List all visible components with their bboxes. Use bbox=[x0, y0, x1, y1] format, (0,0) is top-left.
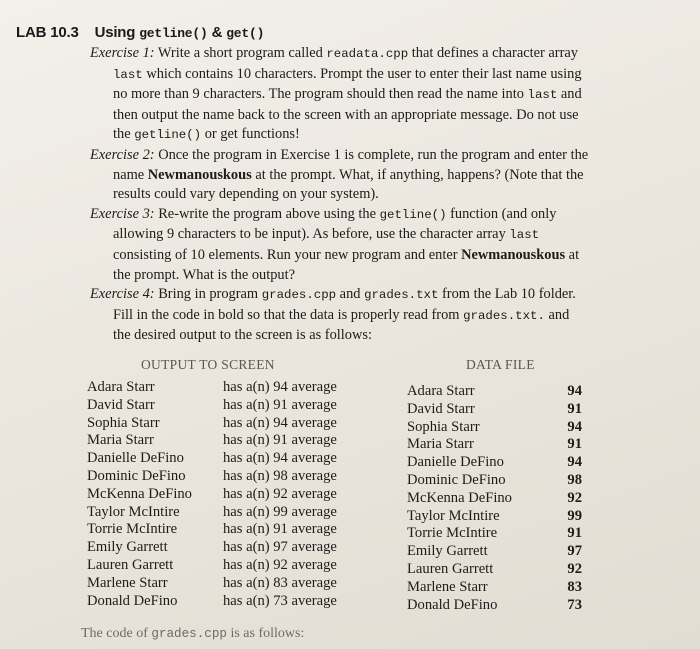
data-file-name-column bbox=[407, 383, 512, 614]
exercise-text: Bring in program bbox=[154, 286, 262, 303]
heading-get: get() bbox=[226, 26, 265, 41]
data-student-score: 99 bbox=[567, 507, 582, 524]
data-student-name: Taylor McIntire bbox=[407, 507, 500, 524]
output-average-text: has a(n) 92 average bbox=[223, 556, 337, 573]
exercise-list bbox=[90, 44, 590, 346]
exercise-text: consisting of 10 elements. Run your new program and enter bbox=[113, 246, 462, 263]
exercise-text: and the desired output to the screen is as follows: bbox=[113, 306, 570, 344]
output-student-name: Adara Starr bbox=[87, 379, 155, 395]
data-student-name: McKenna DeFino bbox=[407, 489, 512, 506]
data-student-name: Sophia Starr bbox=[407, 418, 480, 435]
code-term: grades.cpp bbox=[261, 288, 337, 303]
output-average-text: has a(n) 98 average bbox=[223, 467, 337, 484]
data-student-name: David Starr bbox=[407, 400, 475, 417]
data-student-score: 94 bbox=[567, 418, 582, 435]
output-average-text: has a(n) 91 average bbox=[223, 396, 337, 413]
code-term: grades.txt. bbox=[463, 308, 545, 323]
output-student-name: Torrie McIntire bbox=[87, 521, 178, 538]
data-student-name: Lauren Garrett bbox=[407, 560, 494, 577]
exercise-text: Once the program in Exercise 1 is complete, run the program and enter the name bbox=[113, 146, 589, 183]
code-term: last bbox=[527, 88, 558, 103]
output-average-text: has a(n) 97 average bbox=[223, 539, 337, 556]
exercise-text: or get functions! bbox=[201, 126, 300, 143]
exercise-text: Write a short program called bbox=[154, 45, 327, 61]
heading-ampersand: & bbox=[211, 24, 223, 41]
output-average-text: has a(n) 73 average bbox=[223, 592, 337, 609]
exercise-text: at the prompt. What is the output? bbox=[113, 246, 580, 283]
output-student-name: Maria Starr bbox=[87, 432, 154, 449]
exercise-text: which contains 10 characters. Prompt the user to enter their last name using no more than 9 characters. The program should then read the name into bbox=[113, 65, 582, 103]
data-student-score: 97 bbox=[567, 543, 582, 560]
code-term: grades.txt bbox=[364, 288, 439, 303]
bold-term: Newmanouskous bbox=[147, 166, 252, 183]
output-student-name: David Starr bbox=[87, 396, 155, 413]
data-student-name: Dominic DeFino bbox=[407, 471, 506, 488]
data-student-name: Emily Garrett bbox=[407, 543, 488, 560]
output-student-name: Sophia Starr bbox=[87, 414, 160, 431]
data-file-header: DATA FILE bbox=[466, 357, 535, 372]
data-student-score: 98 bbox=[567, 471, 582, 488]
data-student-score: 91 bbox=[567, 436, 582, 453]
exercise-text: that defines a character array bbox=[408, 45, 578, 61]
data-file-score-column bbox=[558, 383, 582, 614]
exercise-text: from the Lab 10 folder. Fill in the code in bold so that the data is properly read from bbox=[113, 286, 576, 323]
exercise-text: function (and only allowing 9 characters to be input). As before, use the character array bbox=[113, 205, 557, 243]
data-student-score: 83 bbox=[567, 578, 582, 595]
footer-text-before: The code of bbox=[81, 626, 152, 641]
code-term: last bbox=[113, 67, 143, 82]
data-student-name: Maria Starr bbox=[407, 436, 474, 453]
output-average-text: has a(n) 92 average bbox=[223, 485, 337, 502]
exercise-label: Exercise 1: bbox=[90, 45, 155, 61]
exercise-label: Exercise 3: bbox=[90, 205, 155, 222]
output-average-text: has a(n) 94 average bbox=[223, 414, 337, 431]
output-student-name: Dominic DeFino bbox=[87, 467, 186, 484]
output-average-text: has a(n) 91 average bbox=[223, 521, 337, 538]
data-student-name: Adara Starr bbox=[407, 383, 475, 399]
section-heading bbox=[16, 24, 264, 41]
output-average-text: has a(n) 83 average bbox=[223, 574, 337, 591]
data-student-name: Donald DeFino bbox=[407, 596, 498, 613]
exercise-3 bbox=[90, 205, 590, 285]
heading-getline: getline() bbox=[139, 26, 208, 41]
exercise-text: and then output the name back to the screen with an appropriate message. Do not use the bbox=[113, 86, 582, 143]
exercise-text: and bbox=[336, 286, 365, 303]
code-term: getline() bbox=[379, 207, 447, 222]
exercise-text: at the prompt. What, if anything, happens? (Note that the results could vary depending on your system). bbox=[113, 166, 584, 203]
heading-prefix: Using bbox=[94, 24, 136, 41]
data-student-score: 91 bbox=[567, 400, 582, 417]
exercise-4 bbox=[90, 285, 590, 346]
output-student-name: Emily Garrett bbox=[87, 539, 168, 556]
data-student-score: 94 bbox=[567, 454, 582, 471]
data-student-name: Torrie McIntire bbox=[407, 525, 498, 542]
footer-filename: grades.cpp bbox=[151, 627, 227, 641]
code-term: last bbox=[509, 228, 540, 243]
output-student-name: Marlene Starr bbox=[87, 574, 168, 591]
output-average-text: has a(n) 94 average bbox=[223, 379, 337, 395]
data-student-score: 91 bbox=[567, 525, 582, 542]
output-student-name: McKenna DeFino bbox=[87, 485, 192, 502]
output-student-name: Donald DeFino bbox=[87, 592, 178, 609]
bold-term: Newmanouskous bbox=[461, 246, 566, 263]
output-student-name: Lauren Garrett bbox=[87, 556, 174, 573]
output-student-name: Danielle DeFino bbox=[87, 450, 184, 467]
code-intro-line bbox=[81, 626, 304, 642]
data-student-score: 94 bbox=[567, 383, 582, 399]
data-student-score: 73 bbox=[567, 596, 582, 613]
code-term: readata.cpp bbox=[326, 47, 409, 61]
data-student-name: Danielle DeFino bbox=[407, 454, 504, 471]
code-term: getline() bbox=[134, 128, 202, 143]
output-name-column bbox=[87, 379, 192, 610]
exercise-1 bbox=[90, 44, 590, 146]
output-average-text: has a(n) 94 average bbox=[223, 450, 337, 467]
output-average-column bbox=[223, 379, 337, 610]
data-student-score: 92 bbox=[567, 560, 582, 577]
output-student-name: Taylor McIntire bbox=[87, 503, 180, 520]
exercise-2 bbox=[90, 146, 590, 205]
output-average-text: has a(n) 91 average bbox=[223, 432, 337, 449]
exercise-text: Re-write the program above using the bbox=[154, 205, 380, 222]
output-average-text: has a(n) 99 average bbox=[223, 503, 337, 520]
output-to-screen-header: OUTPUT TO SCREEN bbox=[141, 357, 275, 372]
data-student-score: 92 bbox=[567, 489, 582, 506]
footer-text-after: is as follows: bbox=[226, 626, 305, 641]
lab-number: LAB 10.3 bbox=[16, 24, 79, 41]
exercise-label: Exercise 2: bbox=[90, 146, 155, 163]
data-student-name: Marlene Starr bbox=[407, 578, 488, 595]
exercise-label: Exercise 4: bbox=[90, 286, 155, 303]
